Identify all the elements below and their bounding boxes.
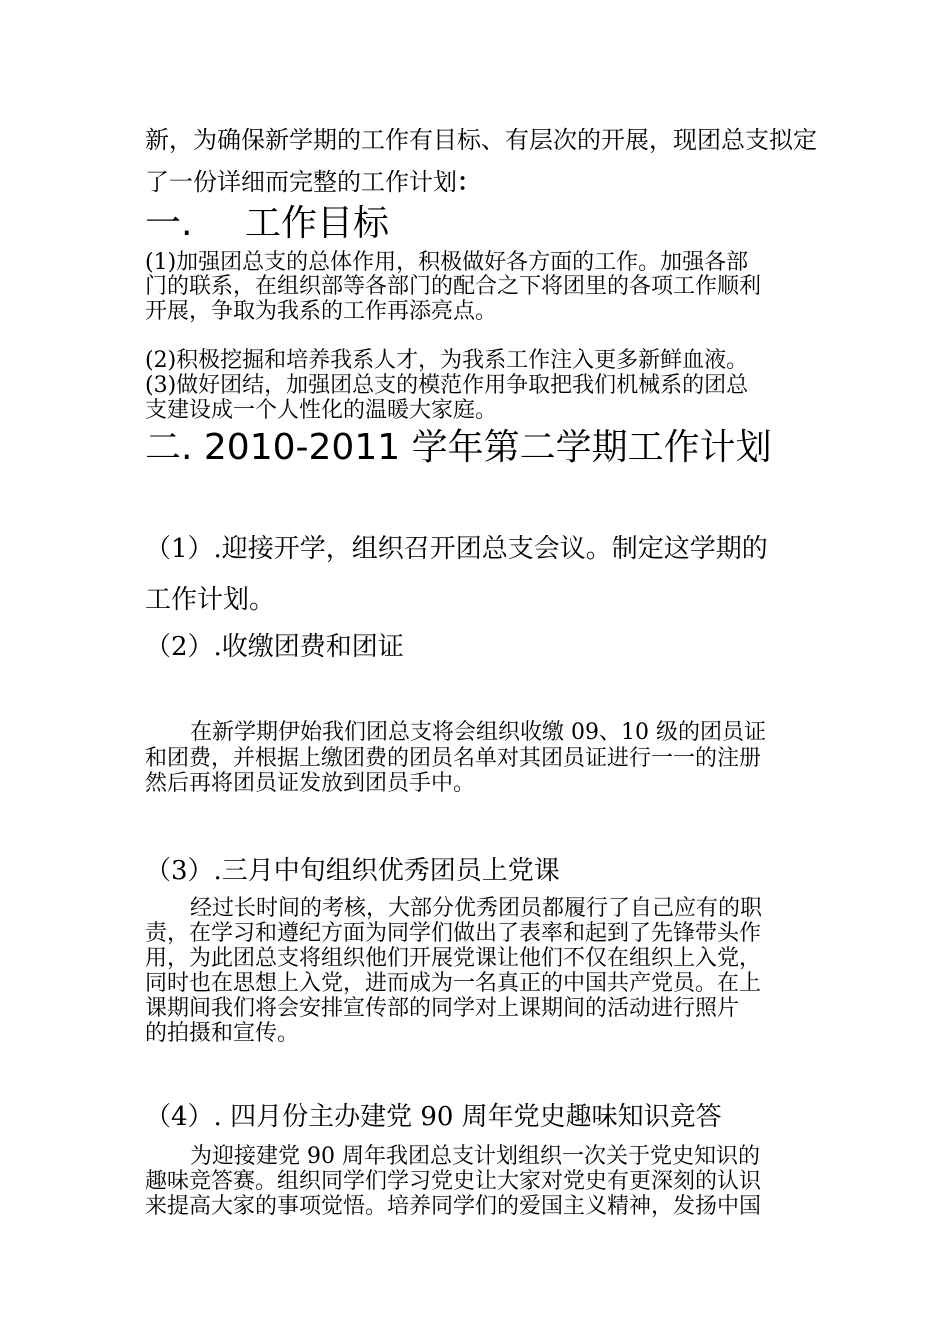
section-1-p1-line-2: 门的联系，在组织部等各部门的配合之下将团里的各项工作顺利 bbox=[145, 274, 762, 299]
item-3-body-line-3: 用，为此团总支将组织他们开展党课让他们不仅在组织上入党， bbox=[145, 946, 762, 971]
section-1-title: 工作目标 bbox=[245, 203, 390, 244]
item-4-body-line-1: 为迎接建党 90 周年我团总支计划组织一次关于党史知识的 bbox=[190, 1144, 760, 1169]
item-4-body-line-3: 来提高大家的事项觉悟。培养同学们的爱国主义精神，发扬中国 bbox=[145, 1194, 762, 1219]
item-3-body-line-5: 课期间我们将会安排宣传部的同学对上课期间的活动进行照片 bbox=[145, 996, 740, 1021]
item-3-body-line-4: 同时也在思想上入党，进而成为一名真正的中国共产党员。在上 bbox=[145, 971, 762, 996]
item-3-body-line-1: 经过长时间的考核，大部分优秀团员都履行了自己应有的职 bbox=[190, 896, 763, 921]
item-1-line-2: 工作计划。 bbox=[145, 585, 276, 615]
section-2-title: 2010-2011 学年第二学期工作计划 bbox=[203, 427, 772, 468]
intro-line-2-colon: ： bbox=[457, 167, 481, 196]
section-1-p3-line-1: (3)做好团结，加强团总支的模范作用争取把我们机械系的团总 bbox=[145, 373, 749, 398]
item-3-title: （3）.三月中旬组织优秀团员上党课 bbox=[145, 856, 560, 886]
item-1-line-1: （1）.迎接开学，组织召开团总支会议。制定这学期的 bbox=[145, 534, 768, 564]
section-2-number: 二. bbox=[145, 427, 193, 468]
item-4-title: （4）. 四月份主办建党 90 周年党史趣味知识竞答 bbox=[145, 1102, 722, 1132]
section-1-heading bbox=[145, 203, 390, 244]
item-3-body-line-6: 的拍摄和宣传。 bbox=[145, 1021, 300, 1046]
section-1-number: 一. bbox=[145, 203, 193, 244]
item-2-body-line-2: 和团费，并根据上缴团费的团员名单对其团员证进行一一的注册 bbox=[145, 746, 762, 771]
item-2-body-line-3: 然后再将团员证发放到团员手中。 bbox=[145, 771, 476, 796]
section-1-p1-line-3: 开展，争取为我系的工作再添亮点。 bbox=[145, 299, 498, 324]
intro-line-2 bbox=[145, 167, 481, 196]
item-2-body-line-1: 在新学期伊始我们团总支将会组织收缴 09、10 级的团员证 bbox=[190, 720, 766, 745]
section-2-heading bbox=[145, 427, 772, 468]
item-4-body-line-2: 趣味竞答赛。组织同学们学习党史让大家对党史有更深刻的认识 bbox=[145, 1169, 762, 1194]
section-1-p1-line-1: (1)加强团总支的总体作用，积极做好各方面的工作。加强各部 bbox=[145, 250, 749, 275]
item-3-body-line-2: 责，在学习和遵纪方面为同学们做出了表率和起到了先锋带头作 bbox=[145, 921, 762, 946]
item-2-title: （2）.收缴团费和团证 bbox=[145, 632, 404, 662]
section-1-p3-line-2: 支建设成一个人性化的温暖大家庭。 bbox=[145, 398, 498, 423]
intro-line-2-text: 了一份详细而完整的工作计划 bbox=[145, 168, 457, 196]
section-1-p2: (2)积极挖掘和培养我系人才，为我系工作注入更多新鲜血液。 bbox=[145, 348, 749, 373]
intro-line-1: 新，为确保新学期的工作有目标、有层次的开展，现团总支拟定 bbox=[145, 126, 817, 154]
